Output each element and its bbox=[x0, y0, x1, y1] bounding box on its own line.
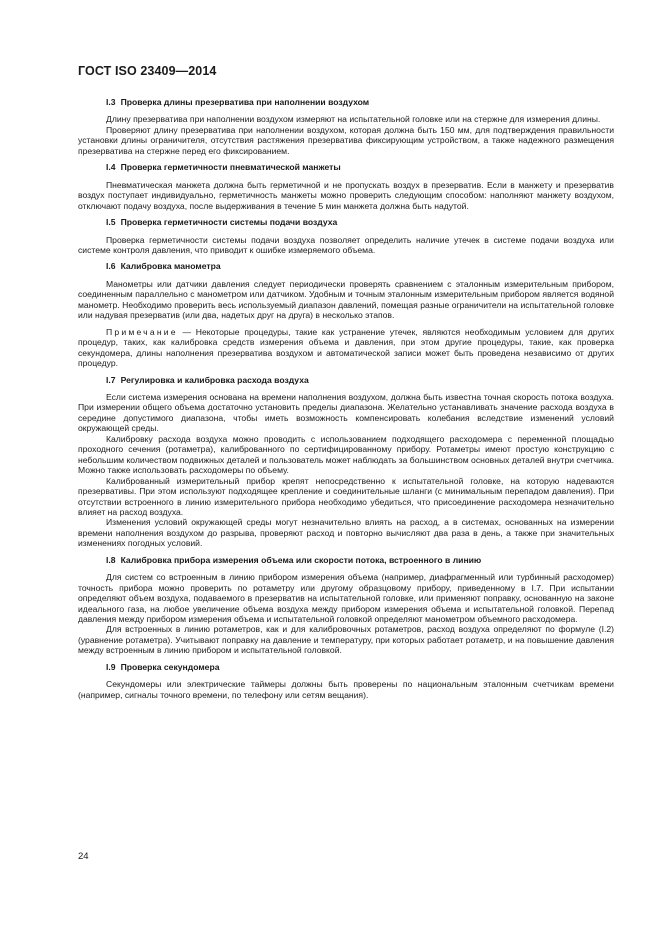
section-title: I.7 Регулировка и калибровка расхода воздуха bbox=[106, 374, 309, 385]
section-title: I.4 Проверка герметичности пневматической манжеты bbox=[106, 162, 341, 173]
paragraph: Калиброванный измерительный прибор крепят непосредственно к испытательной головке, на которую надеваются презервативы. При этом используют подходящее крепление и соединительные шланги (с минимальным перепадом давления). При отсутствии встроенного в линию измерительного прибора необходимо убедиться, что присоединение расходомера незначительно влияет на расход воздуха. bbox=[78, 475, 614, 517]
paragraph: Изменения условий окружающей среды могут незначительно влиять на расход, а в системах, основанных на измерении времени наполнения воздухом до разрыва, проверяют расход и повторно вычисляют два раза в день, а также при значительных изменениях погодных условий. bbox=[78, 517, 614, 549]
paragraph: Для систем со встроенным в линию прибором измерения объема (например, диафрагменный или турбинный расходомер) точность прибора можно проверить по ротаметру или другому образцовому прибору, приведенному в I.7. При испытании определяют объем воздуха, подаваемого в презерватив на испытательной головке, или применяют поправку, основанную на законе идеального газа, на любое увеличение объема воздуха между прибором измерения объема и испытательной головкой. Перепад давления между прибором измерения объема и испытательной головкой определяют манометром объемного расходомера. bbox=[78, 572, 614, 625]
note-text: — Некоторые процедуры, такие как устранение утечек, являются необходимым условием для других процедур, таких, как калибровка средств измерения объема и давления, при этом другие процедуры, такие, как проверка секундомера, длины наполнения презерватива воздухом и автоматической записи может быть проведена независимо от других процедур. bbox=[78, 326, 614, 369]
paragraph: Для встроенных в линию ротаметров, как и для калибровочных ротаметров, расход воздуха определяют по формуле (I.2) (уравнение ротаметра). Учитывают поправку на давление и температуру, при которых работает ротаметр, и на повышение давления между встроенным в линию прибором и испытательной головкой. bbox=[78, 624, 614, 656]
section-title: I.9 Проверка секундомера bbox=[106, 661, 220, 672]
paragraph: Секундомеры или электрические таймеры должны быть проверены по национальным эталонным счетчикам времени (например, сигналы точного времени, по телефону или сетям вещания). bbox=[78, 679, 614, 700]
note-label: Примечание bbox=[106, 326, 178, 337]
section-title: I.5 Проверка герметичности системы подачи воздуха bbox=[106, 217, 338, 228]
document-body bbox=[78, 97, 614, 700]
paragraph: Калибровку расхода воздуха можно проводить с использованием подходящего расходомера с переменной площадью проходного сечения (ротаметра), калиброванного по сертифицированному прибору. Ротаметры имеют простую конструкцию с небольшим количеством подвижных деталей и пользователь может наблюдать за большинством основных деталей внутри счетчика. Можно также использовать расходомеры по объему. bbox=[78, 433, 614, 476]
paragraph: Длину презерватива при наполнении воздухом измеряют на испытательной головке или на стержне для измерения длины. bbox=[106, 114, 601, 125]
note bbox=[78, 327, 614, 369]
document-code: ГОСТ ISO 23409—2014 bbox=[78, 64, 217, 78]
paragraph: Проверка герметичности системы подачи воздуха позволяет определить наличие утечек в системе подачи воздуха или системе контроля давления, что приводит к ошибке измеряемого объема. bbox=[78, 234, 614, 255]
paragraph: Манометры или датчики давления следует периодически проверять сравнением с эталонным измерительным прибором, соединенным параллельно с манометром или датчиком. Удобным и точным эталонным измерительным прибором является водяной манометр. Необходимо проверить весь используемый диапазон давлений, помещая разные ограничители на испытательной головке или надувая презерватив (или два, надетых друг на друга) в несколько этапов. bbox=[78, 278, 614, 321]
page-number: 24 bbox=[78, 851, 89, 862]
paragraph: Пневматическая манжета должна быть герметичной и не пропускать воздух в презерватив. Если в манжету и презерватив воздух поступает индивидуально, герметичность манжеты можно проверить следующим способом: наполняют манжету воздухом, отключают подачу воздуха, после выдерживания в течение 5 мин манжета должна быть надутой. bbox=[78, 179, 614, 211]
paragraph: Если система измерения основана на времени наполнения воздухом, должна быть известна точная скорость потока воздуха. При измерении общего объема достаточно установить пределы диапазона. Желательно устанавливать значение расхода воздуха в середине допустимого диапазона, чтобы иметь возможность компенсировать колебания вследствие изменений условий окружающей среды. bbox=[78, 391, 614, 434]
section-title: I.3 Проверка длины презерватива при наполнении воздухом bbox=[106, 97, 370, 107]
section-title: I.8 Калибровка прибора измерения объема или скорости потока, встроенного в линию bbox=[106, 554, 482, 565]
paragraph: Проверяют длину презерватива при наполнении воздухом, которая должна быть 150 мм, для подтверждения правильности установки длины ограничителя, отсутствия растяжения презерватива фиксирующим устройством, а также надежного размещения презерватива на стержне перед его фиксированием. bbox=[78, 124, 614, 156]
section-title: I.6 Калибровка манометра bbox=[106, 261, 221, 272]
